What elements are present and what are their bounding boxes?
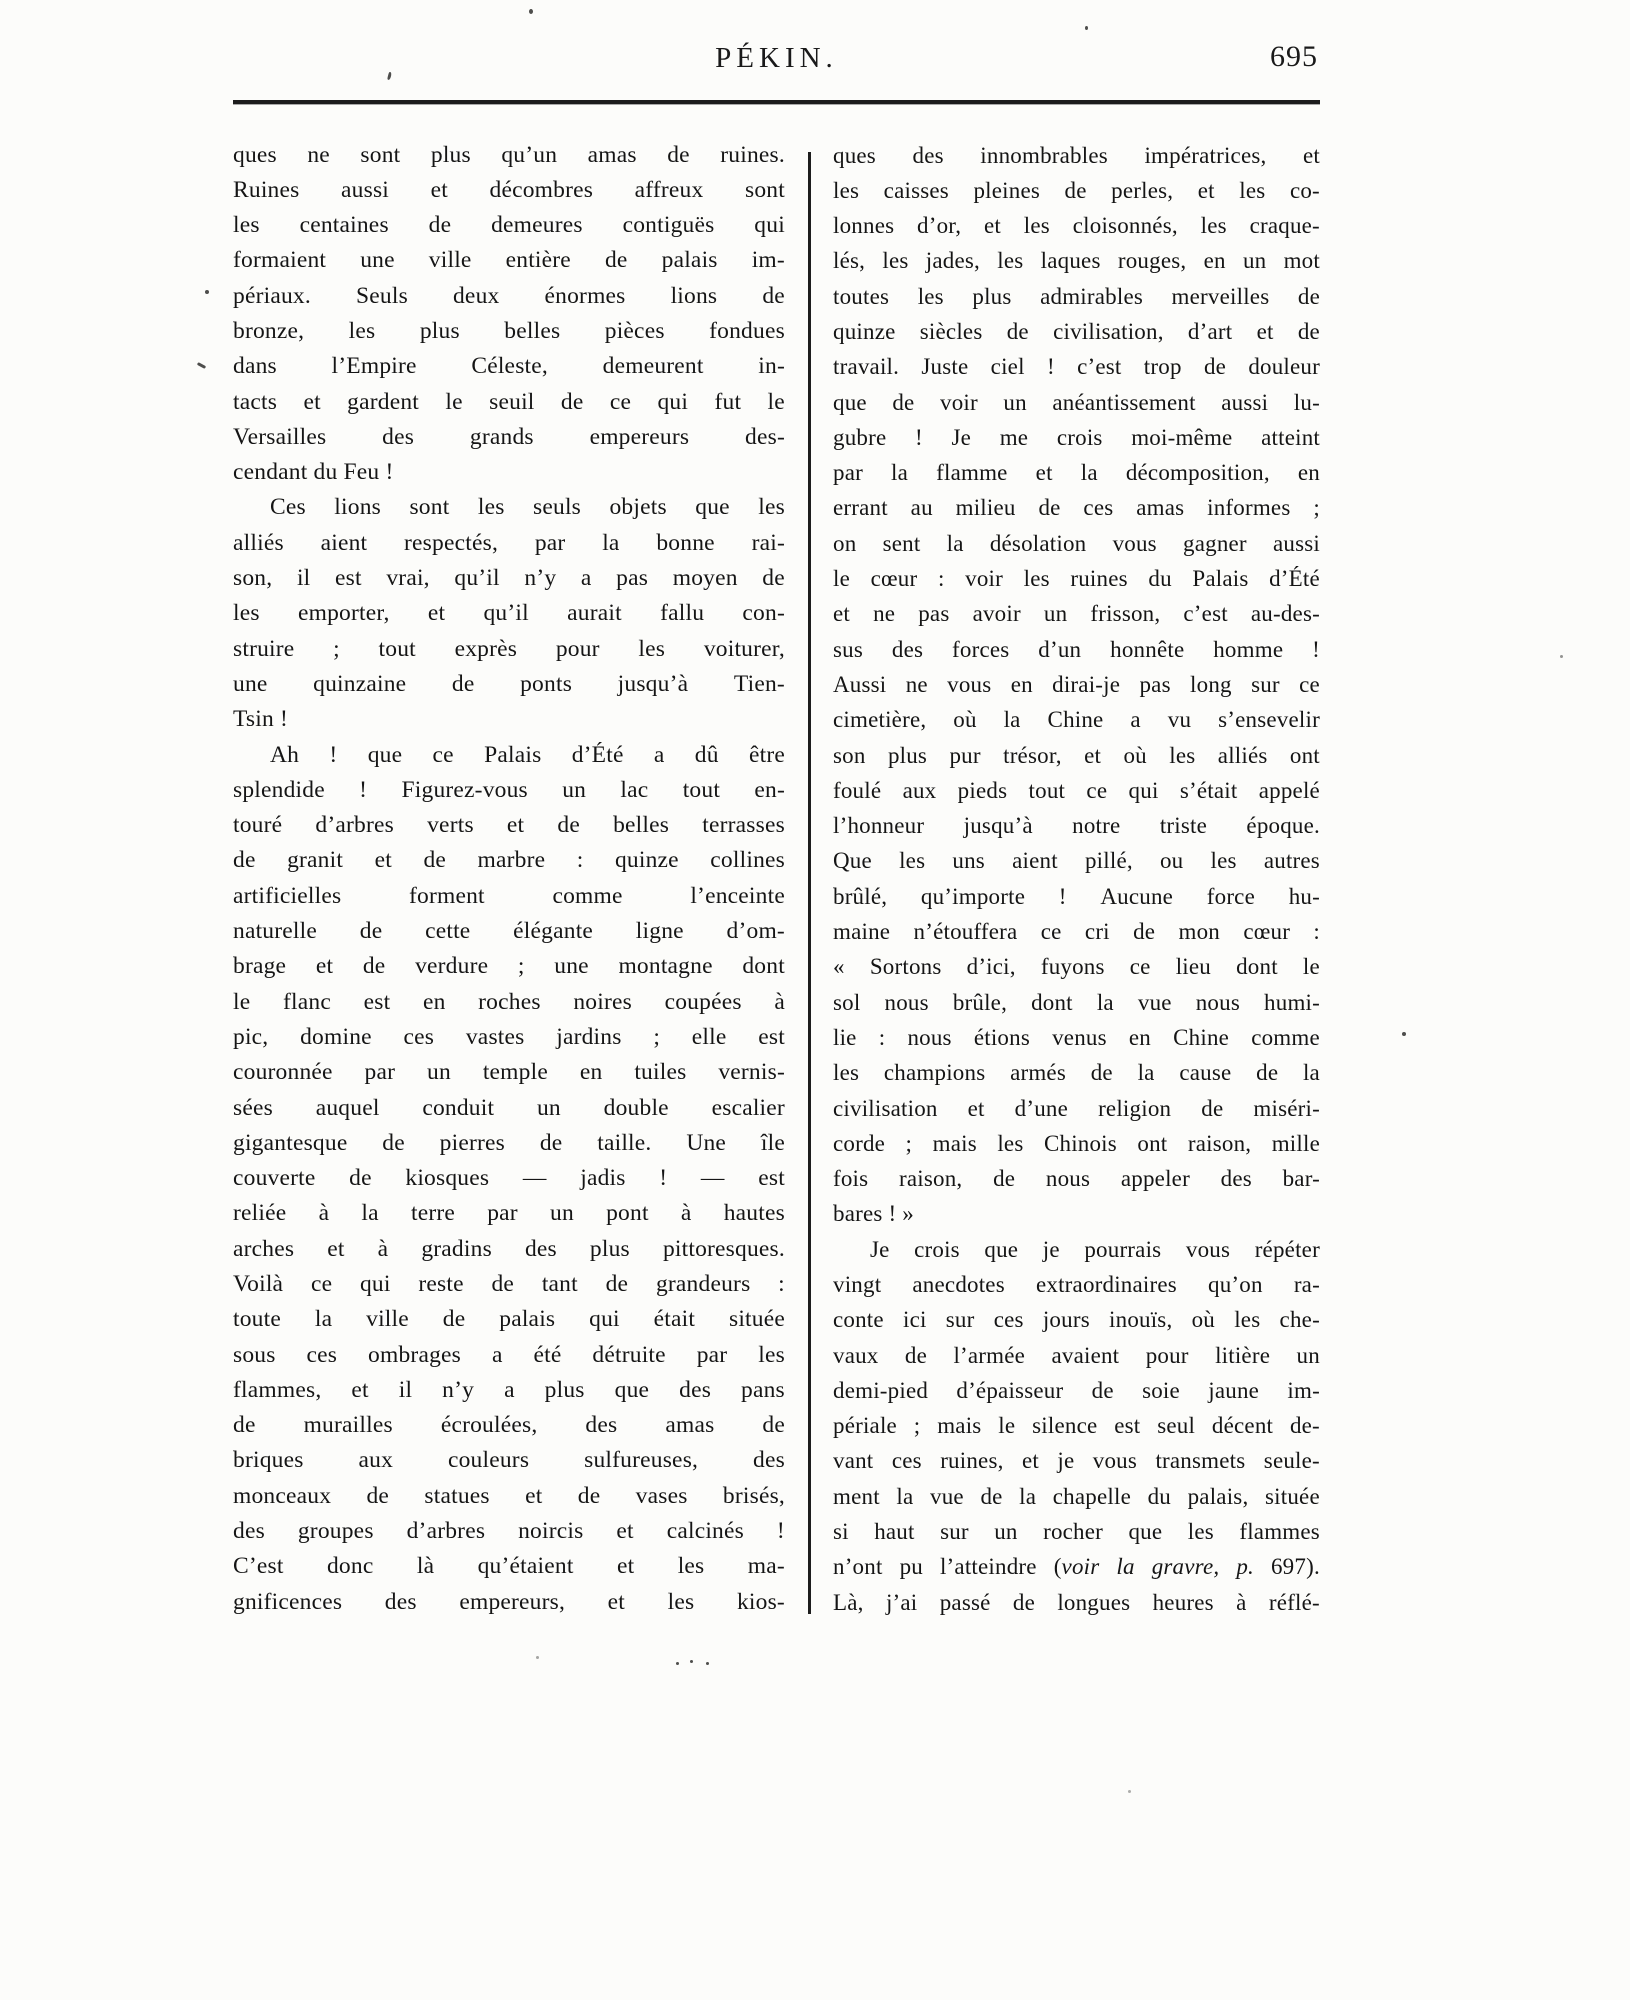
text-line: sées auquel conduit un double escalier	[233, 1094, 785, 1121]
text-line: « Sortons d’ici, fuyons ce lieu dont le	[833, 954, 1320, 980]
scan-speck	[536, 1656, 539, 1659]
text-line: Ah ! que ce Palais d’Été a dû être	[270, 741, 785, 768]
text-line: de murailles écroulées, des amas de	[233, 1412, 785, 1439]
header-rule	[233, 100, 1320, 104]
page-number: 695	[1270, 40, 1318, 73]
text-line: brûlé, qu’importe ! Aucune force hu-	[833, 883, 1320, 909]
text-line: brage et de verdure ; une montagne dont	[233, 953, 785, 980]
text-line: quinze siècles de civilisation, d’art et de	[833, 318, 1320, 344]
text-line: flammes, et il n’y a plus que des pans	[233, 1376, 785, 1403]
text-line: ment la vue de la chapelle du palais, située	[833, 1483, 1320, 1509]
text-line: splendide ! Figurez-vous un lac tout en-	[233, 776, 785, 803]
text-line: sus des forces d’un honnête homme !	[833, 636, 1320, 662]
text-columns	[233, 138, 1320, 1620]
text-line: Tsin !	[233, 706, 289, 733]
text-line: C’est donc là qu’étaient et les ma-	[233, 1553, 785, 1580]
scan-speck	[676, 1662, 679, 1665]
page-header	[233, 36, 1320, 100]
text-line: gnificences des empereurs, et les kios-	[233, 1588, 785, 1615]
text-line: fois raison, de nous appeler des bar-	[833, 1166, 1320, 1192]
scan-speck	[706, 1662, 709, 1665]
text-line: le cœur : voir les ruines du Palais d’Été	[833, 566, 1320, 592]
scan-speck	[1402, 1032, 1406, 1036]
text-line: monceaux de statues et de vases brisés,	[233, 1482, 785, 1509]
text-line: vingt anecdotes extraordinaires qu’on ra-	[833, 1272, 1320, 1297]
text-line: briques aux couleurs sulfureuses, des	[233, 1447, 785, 1474]
text-line: struire ; tout exprès pour les voiturer,	[233, 635, 785, 662]
text-line: couverte de kiosques — jadis ! — est	[233, 1165, 785, 1192]
column-divider-rule	[808, 152, 811, 1614]
text-line: Là, j’ai passé de longues heures à réflé-	[833, 1589, 1320, 1615]
text-line: périale ; mais le silence est seul décent de-	[833, 1413, 1320, 1439]
text-line: Ces lions sont les seuls objets que les	[270, 494, 785, 521]
text-line: ques des innombrables impératrices, et	[833, 142, 1320, 168]
text-line: reliée à la terre par un pont à hautes	[233, 1200, 785, 1227]
text-line: toute la ville de palais qui était située	[233, 1306, 785, 1333]
text-line: dans l’Empire Céleste, demeurent in-	[233, 353, 785, 380]
text-line: et ne pas avoir un frisson, c’est au-des-	[833, 601, 1320, 627]
text-line: si haut sur un rocher que les flammes	[833, 1519, 1320, 1545]
text-column-right	[833, 138, 1320, 1620]
text-line: vaux de l’armée avaient pour litière un	[833, 1342, 1320, 1368]
running-head-title: PÉKIN.	[715, 42, 838, 74]
text-line: tacts et gardent le seuil de ce qui fut le	[233, 388, 785, 415]
text-line: foulé aux pieds tout ce qui s’était appelé	[833, 777, 1320, 803]
text-line: Ruines aussi et décombres affreux sont	[233, 176, 785, 203]
page-content	[233, 36, 1320, 1620]
text-line: les champions armés de la cause de la	[833, 1060, 1320, 1086]
text-line: des groupes d’arbres noircis et calcinés !	[233, 1518, 785, 1545]
text-line: formaient une ville entière de palais im-	[233, 247, 785, 274]
text-line: de granit et de marbre : quinze collines	[233, 847, 785, 874]
text-line: sol nous brûle, dont la vue nous humi-	[833, 989, 1320, 1015]
text-line: conte ici sur ces jours inouïs, où les che-	[833, 1307, 1320, 1333]
text-line: que de voir un anéantissement aussi lu-	[833, 389, 1320, 415]
text-line: cendant du Feu !	[233, 459, 394, 486]
text-line: maine n’étouffera ce cri de mon cœur :	[833, 919, 1320, 945]
text-line: l’honneur jusqu’à notre triste époque.	[833, 813, 1320, 839]
text-line: touré d’arbres verts et de belles terrasses	[233, 812, 785, 839]
text-line: Voilà ce qui reste de tant de grandeurs :	[233, 1271, 785, 1297]
scan-speck	[197, 362, 206, 369]
scan-speck	[690, 1660, 693, 1663]
text-line: errant au milieu de ces amas informes ;	[833, 495, 1320, 521]
text-line: n’ont pu l’atteindre (voir la gravre, p. 697).	[833, 1554, 1320, 1580]
text-line: son, il est vrai, qu’il n’y a pas moyen de	[233, 565, 785, 592]
text-line: gubre ! Je me crois moi-même atteint	[833, 424, 1320, 450]
text-line: toutes les plus admirables merveilles de	[833, 283, 1320, 309]
text-line: on sent la désolation vous gagner aussi	[833, 530, 1320, 556]
text-line: lie : nous étions venus en Chine comme	[833, 1024, 1320, 1050]
text-line: travail. Juste ciel ! c’est trop de douleur	[833, 354, 1320, 380]
text-line: bares ! »	[833, 1201, 914, 1227]
text-line: gigantesque de pierres de taille. Une île	[233, 1129, 785, 1156]
scan-speck	[1128, 1790, 1131, 1793]
text-line: corde ; mais les Chinois ont raison, mille	[833, 1130, 1320, 1156]
text-line: pic, domine ces vastes jardins ; elle est	[233, 1023, 785, 1050]
text-line: vant ces ruines, et je vous transmets seule-	[833, 1448, 1320, 1474]
text-line: artificielles forment comme l’enceinte	[233, 882, 785, 909]
text-line: Que les uns aient pillé, ou les autres	[833, 848, 1320, 874]
text-line: le flanc est en roches noires coupées à	[233, 988, 785, 1015]
scan-speck	[529, 9, 533, 14]
text-line: Versailles des grands empereurs des-	[233, 423, 785, 450]
text-line: les centaines de demeures contiguës qui	[233, 212, 785, 239]
text-line: sous ces ombrages a été détruite par les	[233, 1341, 785, 1368]
text-line: cimetière, où la Chine a vu s’ensevelir	[833, 707, 1320, 733]
scan-speck	[1085, 26, 1088, 30]
text-line: naturelle de cette élégante ligne d’om-	[233, 918, 785, 945]
text-line: alliés aient respectés, par la bonne rai-	[233, 529, 785, 556]
text-line: demi-pied d’épaisseur de soie jaune im-	[833, 1377, 1320, 1403]
text-column-left	[233, 138, 785, 1620]
text-line: lés, les jades, les laques rouges, en un mot	[833, 248, 1320, 274]
text-line: couronnée par un temple en tuiles vernis-	[233, 1059, 785, 1086]
text-line: une quinzaine de ponts jusqu’à Tien-	[233, 670, 785, 697]
text-line: les emporter, et qu’il aurait fallu con-	[233, 600, 785, 627]
text-line: ques ne sont plus qu’un amas de ruines.	[233, 141, 785, 168]
text-line: Je crois que je pourrais vous répéter	[870, 1236, 1320, 1262]
text-line: bronze, les plus belles pièces fondues	[233, 317, 785, 344]
scan-speck	[1560, 655, 1563, 658]
text-line: les caisses pleines de perles, et les co-	[833, 177, 1320, 203]
scan-speck	[205, 290, 209, 294]
text-line: par la flamme et la décomposition, en	[833, 460, 1320, 486]
text-line: Aussi ne vous en dirai-je pas long sur ce	[833, 671, 1320, 697]
text-line: arches et à gradins des plus pittoresques.	[233, 1235, 785, 1262]
text-line: périaux. Seuls deux énormes lions de	[233, 282, 785, 309]
text-line: civilisation et d’une religion de miséri-	[833, 1095, 1320, 1121]
text-line: lonnes d’or, et les cloisonnés, les craque-	[833, 213, 1320, 239]
text-line: son plus pur trésor, et où les alliés ont	[833, 742, 1320, 768]
